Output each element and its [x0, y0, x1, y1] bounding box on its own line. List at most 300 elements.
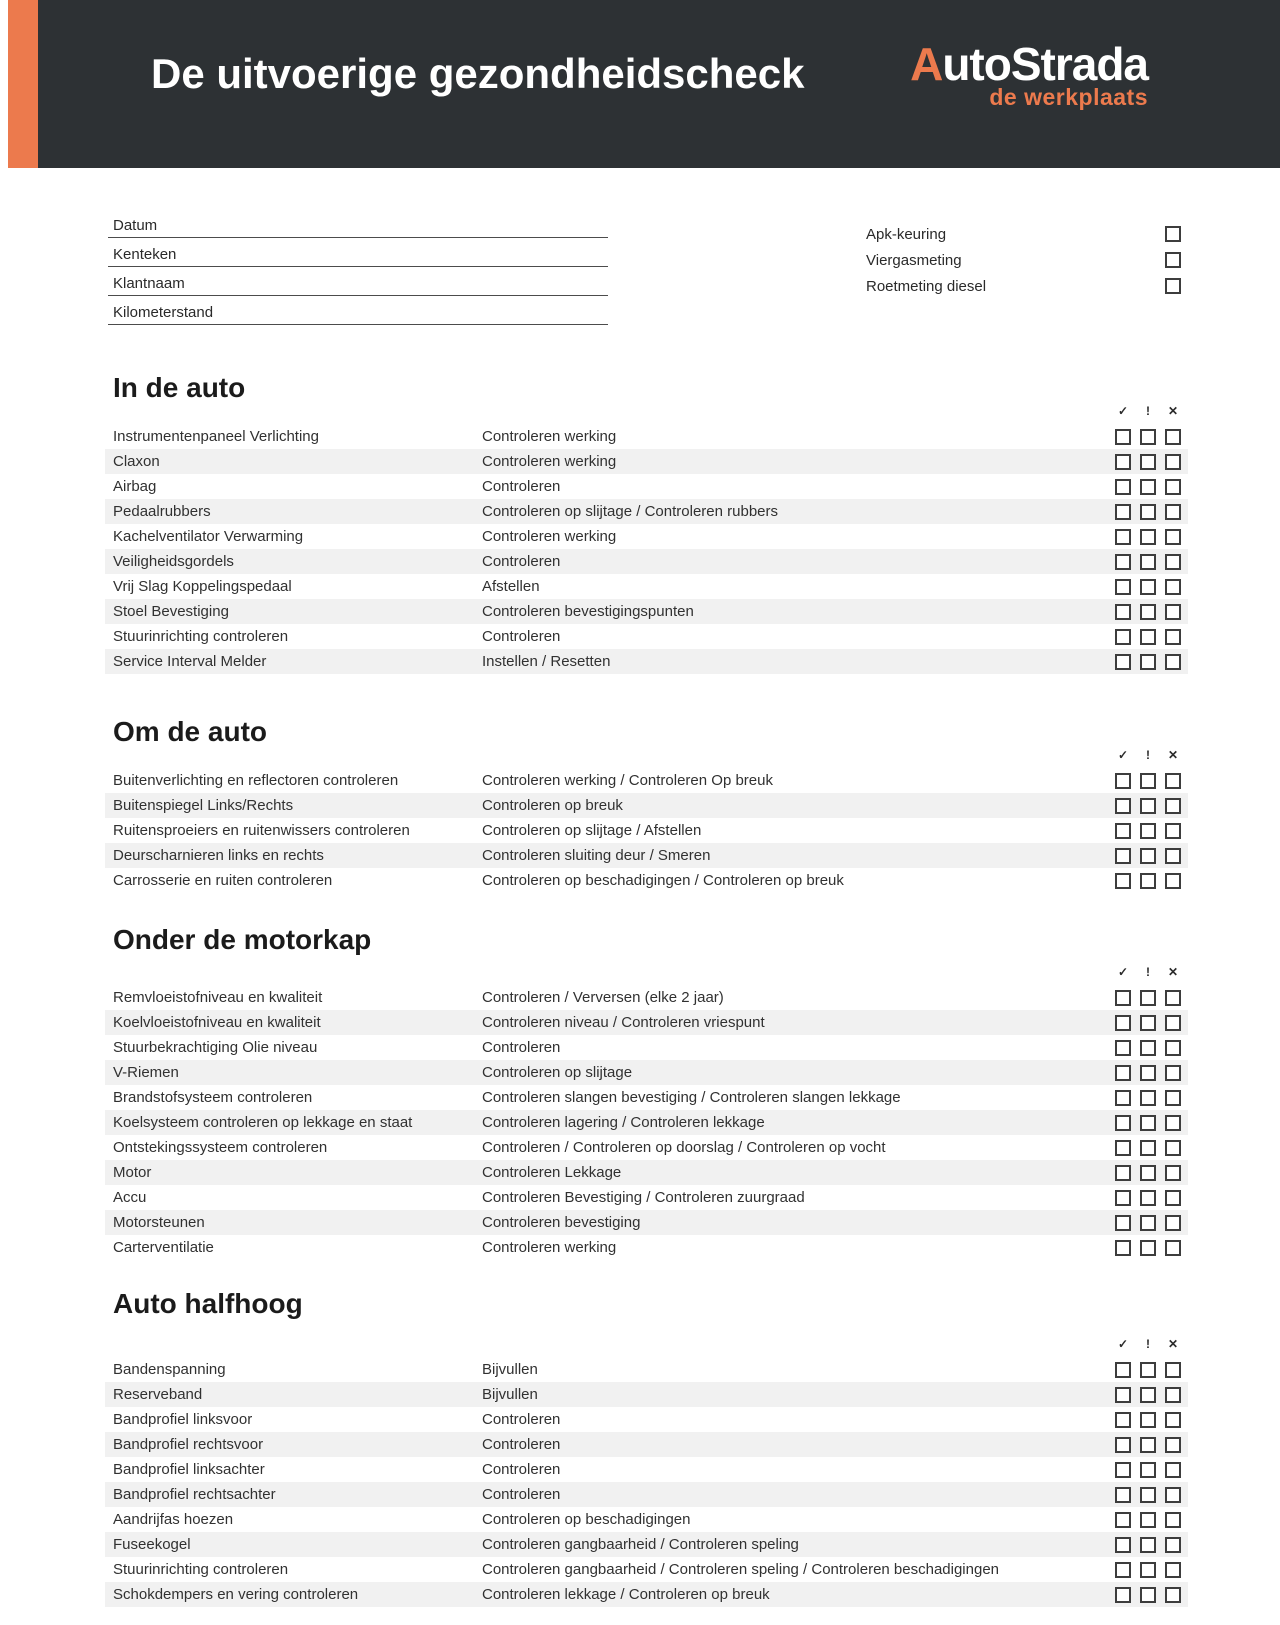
item-label: Stuurbekrachtiging Olie niveau: [113, 1039, 318, 1056]
result-checkbox-ok[interactable]: [1115, 1512, 1131, 1528]
item-label: Schokdempers en vering controleren: [113, 1586, 359, 1603]
result-checkboxes: [1115, 1537, 1188, 1553]
result-checkbox-fail[interactable]: [1165, 1537, 1181, 1553]
result-checkbox-ok[interactable]: [1115, 454, 1131, 470]
result-checkbox-fail[interactable]: [1165, 1115, 1181, 1131]
table-row: [105, 549, 1188, 574]
action-label: Controleren bevestigingspunten: [482, 603, 694, 620]
action-label: Controleren: [482, 1436, 561, 1453]
section-rows: [105, 985, 1188, 1260]
table-row: [105, 868, 1188, 893]
result-checkbox-ok[interactable]: [1115, 429, 1131, 445]
result-checkboxes: [1115, 823, 1188, 839]
result-checkbox-fail[interactable]: [1165, 773, 1181, 789]
result-checkbox-fail[interactable]: [1165, 848, 1181, 864]
action-label: Controleren slangen bevestiging / Controleren slangen lekkage: [482, 1089, 901, 1106]
table-row: [105, 474, 1188, 499]
result-checkboxes: [1115, 554, 1188, 570]
result-checkbox-ok[interactable]: [1115, 873, 1131, 889]
result-checkbox-fail[interactable]: [1165, 1040, 1181, 1056]
action-label: Controleren Bevestiging / Controleren zuurgraad: [482, 1189, 805, 1206]
table-row: [105, 1085, 1188, 1110]
result-checkboxes: [1115, 1587, 1188, 1603]
result-checkboxes: [1115, 1512, 1188, 1528]
result-column-icons: [105, 1337, 1188, 1351]
item-label: Claxon: [113, 453, 160, 470]
result-checkbox-ok[interactable]: [1115, 479, 1131, 495]
check-icon: ✓: [1117, 1337, 1129, 1351]
result-checkbox-ok[interactable]: [1115, 1387, 1131, 1403]
result-checkbox-ok[interactable]: [1115, 1437, 1131, 1453]
item-label: Deurscharnieren links en rechts: [113, 847, 324, 864]
action-label: Controleren werking: [482, 1239, 617, 1256]
result-checkbox-fail[interactable]: [1165, 1165, 1181, 1181]
section-rows: [105, 768, 1188, 893]
item-label: Vrij Slag Koppelingspedaal: [113, 578, 292, 595]
result-checkbox-ok[interactable]: [1115, 1140, 1131, 1156]
result-checkbox-attention[interactable]: [1140, 554, 1156, 570]
table-row: [105, 1582, 1188, 1607]
inspection-checkbox[interactable]: [1165, 252, 1181, 268]
item-label: Bandprofiel linksachter: [113, 1461, 265, 1478]
result-checkbox-attention[interactable]: [1140, 1215, 1156, 1231]
logo-rest: utoStrada: [942, 38, 1148, 90]
inspection-label: Roetmeting diesel: [866, 277, 987, 295]
result-checkboxes: [1115, 479, 1188, 495]
result-checkbox-ok[interactable]: [1115, 604, 1131, 620]
result-checkbox-ok[interactable]: [1115, 990, 1131, 1006]
result-checkboxes: [1115, 1462, 1188, 1478]
result-checkbox-attention[interactable]: [1140, 1015, 1156, 1031]
item-label: Kachelventilator Verwarming: [113, 528, 304, 545]
result-checkboxes: [1115, 1240, 1188, 1256]
inspection-label: Apk-keuring: [866, 225, 947, 243]
table-row: [105, 1457, 1188, 1482]
action-label: Controleren: [482, 1039, 561, 1056]
result-checkbox-attention[interactable]: [1140, 1190, 1156, 1206]
cross-icon: ✕: [1167, 1337, 1179, 1351]
result-checkbox-attention[interactable]: [1140, 1487, 1156, 1503]
result-checkbox-attention[interactable]: [1140, 654, 1156, 670]
result-checkboxes: [1115, 1387, 1188, 1403]
result-checkbox-fail[interactable]: [1165, 429, 1181, 445]
result-checkbox-ok[interactable]: [1115, 629, 1131, 645]
section-auto-halfhoog: [105, 1290, 1188, 1607]
result-checkbox-fail[interactable]: [1165, 1140, 1181, 1156]
cross-icon: ✕: [1167, 965, 1179, 979]
item-label: Airbag: [113, 478, 157, 495]
action-label: Controleren werking: [482, 453, 617, 470]
result-checkbox-attention[interactable]: [1140, 798, 1156, 814]
result-checkbox-fail[interactable]: [1165, 1387, 1181, 1403]
item-label: Bandprofiel rechtsachter: [113, 1486, 276, 1503]
check-icon: ✓: [1117, 404, 1129, 418]
exclamation-icon: !: [1146, 1337, 1150, 1351]
result-checkbox-ok[interactable]: [1115, 1065, 1131, 1081]
page-title: De uitvoerige gezondheidscheck: [151, 50, 805, 97]
result-checkbox-fail[interactable]: [1165, 454, 1181, 470]
result-checkboxes: [1115, 1115, 1188, 1131]
result-checkbox-ok[interactable]: [1115, 1537, 1131, 1553]
result-checkbox-fail[interactable]: [1165, 1240, 1181, 1256]
result-checkbox-attention[interactable]: [1140, 1040, 1156, 1056]
result-checkbox-attention[interactable]: [1140, 1437, 1156, 1453]
result-checkbox-attention[interactable]: [1140, 773, 1156, 789]
item-label: Service Interval Melder: [113, 653, 267, 670]
action-label: Controleren bevestiging: [482, 1214, 641, 1231]
result-checkbox-ok[interactable]: [1115, 1587, 1131, 1603]
result-checkbox-fail[interactable]: [1165, 1587, 1181, 1603]
inspection-row-roetmeting-diesel: [866, 273, 1182, 299]
result-checkboxes: [1115, 873, 1188, 889]
form-field-kenteken: [113, 238, 608, 267]
result-checkbox-attention[interactable]: [1140, 1462, 1156, 1478]
form-field-label: Kilometerstand: [113, 304, 214, 321]
result-checkbox-attention[interactable]: [1140, 1412, 1156, 1428]
result-checkbox-attention[interactable]: [1140, 848, 1156, 864]
table-row: [105, 1357, 1188, 1382]
action-label: Controleren op slijtage / Afstellen: [482, 822, 702, 839]
form-field-label: Datum: [113, 217, 158, 234]
result-checkbox-ok[interactable]: [1115, 529, 1131, 545]
cross-icon: ✕: [1167, 404, 1179, 418]
inspection-row-apk-keuring: [866, 221, 1182, 247]
table-row: [105, 768, 1188, 793]
result-checkbox-fail[interactable]: [1165, 629, 1181, 645]
section-title: In de auto: [113, 372, 246, 403]
result-checkbox-ok[interactable]: [1115, 1362, 1131, 1378]
result-checkbox-fail[interactable]: [1165, 1065, 1181, 1081]
result-checkbox-attention[interactable]: [1140, 1165, 1156, 1181]
result-checkboxes: [1115, 1412, 1188, 1428]
result-column-icons: [105, 748, 1188, 762]
result-checkbox-attention[interactable]: [1140, 604, 1156, 620]
table-row: [105, 1160, 1188, 1185]
form-field-label: Klantnaam: [113, 275, 185, 292]
action-label: Controleren gangbaarheid / Controleren speling / Controleren beschadigingen: [482, 1561, 1000, 1578]
item-label: Veiligheidsgordels: [113, 553, 234, 570]
result-checkbox-ok[interactable]: [1115, 1462, 1131, 1478]
result-checkboxes: [1115, 1090, 1188, 1106]
result-checkboxes: [1115, 1362, 1188, 1378]
result-checkbox-attention[interactable]: [1140, 1512, 1156, 1528]
result-checkbox-attention[interactable]: [1140, 1537, 1156, 1553]
result-checkbox-fail[interactable]: [1165, 1562, 1181, 1578]
action-label: Controleren op beschadigingen / Controleren op breuk: [482, 872, 844, 889]
item-label: V-Riemen: [113, 1064, 179, 1081]
result-checkbox-attention[interactable]: [1140, 1240, 1156, 1256]
inspection-row-viergasmeting: [866, 247, 1182, 273]
result-checkbox-ok[interactable]: [1115, 1240, 1131, 1256]
table-row: [105, 1532, 1188, 1557]
table-row: [105, 1010, 1188, 1035]
result-checkbox-fail[interactable]: [1165, 579, 1181, 595]
section-title: Om de auto: [113, 716, 268, 747]
action-label: Controleren: [482, 628, 561, 645]
exclamation-icon: !: [1146, 748, 1150, 762]
result-checkbox-ok[interactable]: [1115, 1115, 1131, 1131]
table-row: [105, 1432, 1188, 1457]
table-row: [105, 624, 1188, 649]
result-checkbox-ok[interactable]: [1115, 848, 1131, 864]
item-label: Accu: [113, 1189, 147, 1206]
result-checkbox-fail[interactable]: [1165, 1437, 1181, 1453]
action-label: Controleren op beschadigingen: [482, 1511, 691, 1528]
inspection-checkbox[interactable]: [1165, 226, 1181, 242]
form-field-kilometerstand: [113, 296, 608, 325]
table-row: [105, 499, 1188, 524]
result-checkbox-fail[interactable]: [1165, 1015, 1181, 1031]
action-label: Controleren / Controleren op doorslag / Controleren op vocht: [482, 1139, 886, 1156]
result-checkbox-ok[interactable]: [1115, 1190, 1131, 1206]
result-checkbox-fail[interactable]: [1165, 1487, 1181, 1503]
table-row: [105, 1185, 1188, 1210]
table-row: [105, 1235, 1188, 1260]
result-checkboxes: [1115, 579, 1188, 595]
section-title: Onder de motorkap: [113, 924, 372, 955]
result-checkbox-attention[interactable]: [1140, 823, 1156, 839]
action-label: Controleren op breuk: [482, 797, 623, 814]
table-row: [105, 1507, 1188, 1532]
result-checkboxes: [1115, 1015, 1188, 1031]
logo-wordmark: [910, 40, 1148, 88]
result-checkbox-ok[interactable]: [1115, 654, 1131, 670]
result-checkbox-fail[interactable]: [1165, 554, 1181, 570]
table-row: [105, 843, 1188, 868]
result-checkbox-attention[interactable]: [1140, 1587, 1156, 1603]
item-label: Koelsysteem controleren op lekkage en staat: [113, 1114, 413, 1131]
section-rows: [105, 1357, 1188, 1607]
inspection-label: Viergasmeting: [866, 251, 962, 269]
item-label: Motorsteunen: [113, 1214, 205, 1231]
result-checkboxes: [1115, 504, 1188, 520]
result-checkbox-fail[interactable]: [1165, 654, 1181, 670]
item-label: Carterventilatie: [113, 1239, 214, 1256]
result-checkbox-ok[interactable]: [1115, 1487, 1131, 1503]
action-label: Controleren / Verversen (elke 2 jaar): [482, 989, 724, 1006]
result-checkbox-ok[interactable]: [1115, 1412, 1131, 1428]
table-row: [105, 649, 1188, 674]
result-checkbox-fail[interactable]: [1165, 1362, 1181, 1378]
result-checkbox-attention[interactable]: [1140, 1562, 1156, 1578]
logo-letter-a: A: [910, 38, 943, 90]
result-checkboxes: [1115, 1140, 1188, 1156]
result-checkbox-ok[interactable]: [1115, 1165, 1131, 1181]
inspection-type-list: [866, 221, 1182, 299]
result-checkbox-attention[interactable]: [1140, 1090, 1156, 1106]
autostrada-logo: [910, 40, 1148, 109]
result-checkbox-ok[interactable]: [1115, 504, 1131, 520]
action-label: Controleren werking / Controleren Op breuk: [482, 772, 773, 789]
result-checkboxes: [1115, 1040, 1188, 1056]
result-checkbox-attention[interactable]: [1140, 1065, 1156, 1081]
item-label: Remvloeistofniveau en kwaliteit: [113, 989, 323, 1006]
header-banner: [38, 0, 1280, 168]
result-checkboxes: [1115, 654, 1188, 670]
logo-subtitle: de werkplaats: [989, 84, 1148, 110]
result-column-icons: [105, 404, 1188, 418]
result-checkbox-fail[interactable]: [1165, 529, 1181, 545]
exclamation-icon: !: [1146, 404, 1150, 418]
result-checkbox-fail[interactable]: [1165, 479, 1181, 495]
action-label: Bijvullen: [482, 1386, 538, 1403]
item-label: Pedaalrubbers: [113, 503, 211, 520]
action-label: Controleren werking: [482, 428, 617, 445]
inspection-checkbox[interactable]: [1165, 278, 1181, 294]
result-checkbox-attention[interactable]: [1140, 579, 1156, 595]
table-row: [105, 818, 1188, 843]
result-column-icons: [105, 965, 1188, 979]
result-checkbox-fail[interactable]: [1165, 823, 1181, 839]
check-icon: ✓: [1117, 748, 1129, 762]
result-checkbox-attention[interactable]: [1140, 1362, 1156, 1378]
action-label: Controleren werking: [482, 528, 617, 545]
result-checkboxes: [1115, 1190, 1188, 1206]
result-checkboxes: [1115, 604, 1188, 620]
result-checkbox-ok[interactable]: [1115, 1015, 1131, 1031]
result-checkbox-attention[interactable]: [1140, 529, 1156, 545]
item-label: Stuurinrichting controleren: [113, 628, 289, 645]
action-label: Controleren: [482, 1461, 561, 1478]
action-label: Controleren: [482, 478, 561, 495]
result-checkbox-fail[interactable]: [1165, 504, 1181, 520]
item-label: Reserveband: [113, 1386, 203, 1403]
cross-icon: ✕: [1167, 748, 1179, 762]
result-checkbox-fail[interactable]: [1165, 1512, 1181, 1528]
result-checkbox-ok[interactable]: [1115, 1040, 1131, 1056]
item-label: Instrumentenpaneel Verlichting: [113, 428, 319, 445]
result-checkboxes: [1115, 529, 1188, 545]
result-checkboxes: [1115, 1487, 1188, 1503]
form-field-klantnaam: [113, 267, 608, 296]
result-checkbox-fail[interactable]: [1165, 798, 1181, 814]
action-label: Afstellen: [482, 578, 540, 595]
result-checkbox-attention[interactable]: [1140, 479, 1156, 495]
form-field-input-line[interactable]: [108, 324, 608, 325]
result-checkbox-ok[interactable]: [1115, 773, 1131, 789]
table-row: [105, 574, 1188, 599]
result-checkbox-attention[interactable]: [1140, 454, 1156, 470]
item-label: Bandenspanning: [113, 1361, 226, 1378]
exclamation-icon: !: [1146, 965, 1150, 979]
result-checkbox-ok[interactable]: [1115, 1562, 1131, 1578]
result-checkboxes: [1115, 629, 1188, 645]
item-label: Ruitensproeiers en ruitenwissers controleren: [113, 822, 410, 839]
result-checkbox-ok[interactable]: [1115, 1215, 1131, 1231]
action-label: Controleren gangbaarheid / Controleren speling: [482, 1536, 799, 1553]
table-row: [105, 1110, 1188, 1135]
section-onder-de-motorkap: [105, 926, 1188, 1260]
item-label: Koelvloeistofniveau en kwaliteit: [113, 1014, 321, 1031]
accent-strip: [8, 0, 38, 168]
vehicle-info-form: [113, 209, 608, 325]
item-label: Motor: [113, 1164, 152, 1181]
result-checkbox-attention[interactable]: [1140, 873, 1156, 889]
result-checkbox-attention[interactable]: [1140, 1115, 1156, 1131]
result-checkboxes: [1115, 1215, 1188, 1231]
result-checkbox-ok[interactable]: [1115, 798, 1131, 814]
result-checkbox-fail[interactable]: [1165, 1462, 1181, 1478]
table-row: [105, 793, 1188, 818]
action-label: Controleren: [482, 553, 561, 570]
result-checkbox-fail[interactable]: [1165, 1215, 1181, 1231]
table-row: [105, 1035, 1188, 1060]
item-label: Buitenverlichting en reflectoren controleren: [113, 772, 399, 789]
item-label: Buitenspiegel Links/Rechts: [113, 797, 294, 814]
result-checkboxes: [1115, 1165, 1188, 1181]
action-label: Controleren: [482, 1411, 561, 1428]
table-row: [105, 599, 1188, 624]
result-checkboxes: [1115, 990, 1188, 1006]
table-row: [105, 1407, 1188, 1432]
result-checkbox-fail[interactable]: [1165, 1412, 1181, 1428]
result-checkbox-attention[interactable]: [1140, 429, 1156, 445]
result-checkbox-fail[interactable]: [1165, 604, 1181, 620]
result-checkbox-ok[interactable]: [1115, 554, 1131, 570]
result-checkboxes: [1115, 773, 1188, 789]
result-checkboxes: [1115, 798, 1188, 814]
result-checkbox-attention[interactable]: [1140, 629, 1156, 645]
form-field-datum: [113, 209, 608, 238]
table-row: [105, 524, 1188, 549]
table-row: [105, 1557, 1188, 1582]
item-label: Brandstofsysteem controleren: [113, 1089, 313, 1106]
table-row: [105, 1382, 1188, 1407]
action-label: Instellen / Resetten: [482, 653, 611, 670]
result-checkbox-fail[interactable]: [1165, 990, 1181, 1006]
action-label: Controleren sluiting deur / Smeren: [482, 847, 711, 864]
section-title: Auto halfhoog: [113, 1288, 303, 1319]
section-om-de-auto: [105, 718, 1188, 893]
table-row: [105, 449, 1188, 474]
action-label: Controleren: [482, 1486, 561, 1503]
result-checkboxes: [1115, 1562, 1188, 1578]
result-checkbox-ok[interactable]: [1115, 579, 1131, 595]
result-checkbox-fail[interactable]: [1165, 1090, 1181, 1106]
action-label: Controleren lekkage / Controleren op breuk: [482, 1586, 770, 1603]
item-label: Aandrijfas hoezen: [113, 1511, 234, 1528]
result-checkbox-fail[interactable]: [1165, 1190, 1181, 1206]
item-label: Ontstekingssysteem controleren: [113, 1139, 328, 1156]
result-checkbox-attention[interactable]: [1140, 504, 1156, 520]
result-checkbox-ok[interactable]: [1115, 1090, 1131, 1106]
result-checkboxes: [1115, 454, 1188, 470]
result-checkboxes: [1115, 1065, 1188, 1081]
item-label: Fuseekogel: [113, 1536, 191, 1553]
section-rows: [105, 424, 1188, 674]
result-checkboxes: [1115, 429, 1188, 445]
table-row: [105, 424, 1188, 449]
action-label: Controleren niveau / Controleren vriespunt: [482, 1014, 765, 1031]
action-label: Bijvullen: [482, 1361, 538, 1378]
item-label: Carrosserie en ruiten controleren: [113, 872, 333, 889]
table-row: [105, 1060, 1188, 1085]
result-checkbox-fail[interactable]: [1165, 873, 1181, 889]
action-label: Controleren op slijtage / Controleren rubbers: [482, 503, 778, 520]
result-checkbox-ok[interactable]: [1115, 823, 1131, 839]
check-icon: ✓: [1117, 965, 1129, 979]
result-checkbox-attention[interactable]: [1140, 1140, 1156, 1156]
result-checkbox-attention[interactable]: [1140, 990, 1156, 1006]
item-label: Stoel Bevestiging: [113, 603, 229, 620]
result-checkbox-attention[interactable]: [1140, 1387, 1156, 1403]
section-in-de-auto: [105, 374, 1188, 674]
item-label: Bandprofiel rechtsvoor: [113, 1436, 264, 1453]
result-checkboxes: [1115, 848, 1188, 864]
action-label: Controleren op slijtage: [482, 1064, 633, 1081]
table-row: [105, 1210, 1188, 1235]
item-label: Bandprofiel linksvoor: [113, 1411, 253, 1428]
